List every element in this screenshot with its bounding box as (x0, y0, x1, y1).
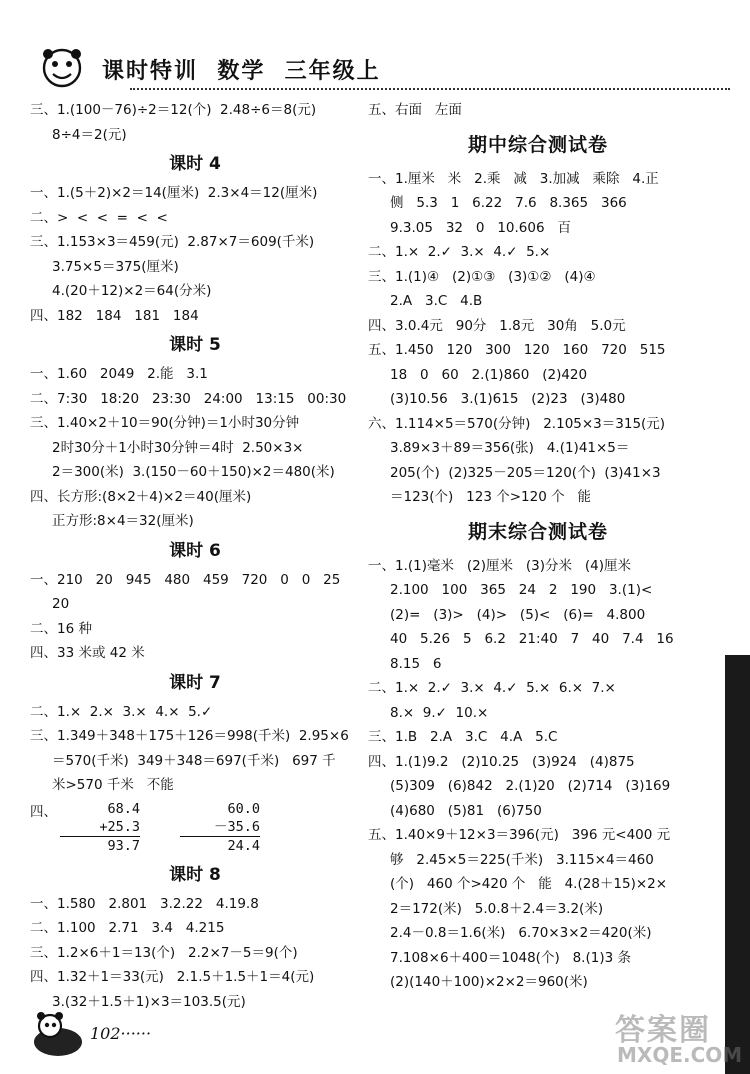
answer-line: 四、1.(1)9.2 (2)10.25 (3)924 (4)875 (368, 753, 635, 770)
answer-line: 四、1.32＋1＝33(元) 2.1.5＋1.5＋1＝4(元) (30, 969, 315, 985)
answer-line: 3.89×3＋89＝356(张) 4.(1)41×5＝ (390, 440, 630, 456)
answer-line: 五、1.40×9＋12×3＝396(元) 396 元<400 元 (368, 827, 671, 843)
answer-line: 一、1.580 2.801 3.2.22 4.19.8 (30, 895, 259, 912)
answer-line: (个) 460 个>420 个 能 4.(28＋15)×2× (390, 876, 668, 892)
page-number: 102······ (90, 1024, 152, 1043)
answer-line: 二、1.× 2.✓ 3.× 4.✓ 5.× (368, 244, 551, 260)
answer-line: 20 (52, 596, 70, 612)
answer-line: 一、1.(1)毫米 (2)厘米 (3)分米 (4)厘米 (368, 557, 631, 574)
section-heading: 课时 4 (169, 154, 221, 174)
answer-line: 2.A 3.C 4.B (390, 293, 483, 309)
answer-line: 3.(32＋1.5＋1)×3＝103.5(元) (52, 993, 246, 1010)
answer-line: 三、1.349＋348＋175＋126＝998(千米) 2.95×6 (30, 728, 349, 744)
answer-line: ＝570(千米) 349＋348＝697(千米) 697 千 (52, 752, 336, 769)
answer-line: 40 5.26 5 6.2 21:40 7 40 7.4 16 (390, 631, 674, 647)
answer-line: 三、1.40×2＋10＝90(分钟)＝1小时30分钟 (30, 415, 300, 431)
left-column (30, 98, 360, 1014)
section-heading: 课时 6 (169, 540, 221, 561)
answer-line: 2.100 100 365 24 2 190 3.(1)< (390, 582, 653, 598)
answer-line: 正方形:8×4＝32(厘米) (52, 513, 194, 529)
answer-line: 2＝300(米) 3.(150－60＋150)×2＝480(米) (52, 464, 335, 480)
answer-line: 2.4－0.8＝1.6(米) 6.70×3×2＝420(米) (390, 925, 652, 941)
answer-line: 二、1.× 2.× 3.× 4.× 5.✓ (30, 703, 213, 720)
answer-label: 四、 (30, 803, 57, 820)
answer-line: 六、1.114×5＝570(分钟) 2.105×3＝315(元) (368, 415, 666, 432)
right-column (368, 98, 708, 995)
answer-line: 205(个) (2)325－205＝120(个) (3)41×3 (390, 464, 661, 481)
vertical-sum-a (60, 800, 140, 855)
answer-line: 3.75×5＝375(厘米) (52, 258, 179, 275)
answer-line: 9.3.05 32 0 10.606 百 (390, 219, 571, 236)
answer-line: 2时30分＋1小时30分钟＝4时 2.50×3× (52, 439, 304, 456)
answer-line: 四、3.0.4元 90分 1.8元 30角 5.0元 (368, 317, 626, 334)
mascot-logo-icon (40, 46, 84, 90)
answer-line: 一、210 20 945 480 459 720 0 0 25 (30, 571, 341, 588)
answer-line: 二、1.100 2.71 3.4 4.215 (30, 920, 225, 936)
answer-line: 4.(20＋12)×2＝64(分米) (52, 283, 212, 299)
answer-line: 一、1.厘米 米 2.乘 减 3.加减 乘除 4.正 (368, 170, 659, 187)
answer-line: 三、1.B 2.A 3.C 4.A 5.C (368, 729, 558, 745)
vertical-calculation (30, 798, 360, 858)
answer-line: 四、182 184 181 184 (30, 307, 199, 324)
answer-line: 二、1.× 2.✓ 3.× 4.✓ 5.× 6.× 7.× (368, 680, 616, 696)
answer-line: 二、16 种 (30, 620, 92, 637)
answer-line: 米>570 千米 不能 (52, 777, 174, 793)
answer-line: (3)10.56 3.(1)615 (2)23 (3)480 (390, 391, 626, 407)
answer-line: 一、1.60 2049 2.能 3.1 (30, 366, 208, 382)
answer-line: 四、长方形:(8×2＋4)×2＝40(厘米) (30, 488, 252, 505)
answer-line: 三、1.(1)④ (2)①③ (3)①② (4)④ (368, 268, 596, 285)
answer-line: 一、1.(5＋2)×2＝14(厘米) 2.3×4＝12(厘米) (30, 185, 318, 201)
section-heading: 课时 5 (169, 335, 221, 355)
answer-line: 五、右面 左面 (368, 102, 462, 118)
answer-line: 18 0 60 2.(1)860 (2)420 (390, 366, 588, 383)
section-heading: 课时 8 (169, 864, 221, 885)
answer-line: 二、7:30 18:20 23:30 24:00 13:15 00:30 (30, 390, 347, 407)
section-heading: 期末综合测试卷 (467, 520, 608, 543)
section-heading: 课时 7 (169, 672, 221, 693)
calc-row-mid: －35.6 (180, 818, 260, 837)
answer-line: 8÷4＝2(元) (52, 126, 127, 143)
answer-line: 三、1.153×3＝459(元) 2.87×7＝609(千米) (30, 234, 315, 250)
answer-line: 8.× 9.✓ 10.× (390, 704, 489, 721)
calc-row-top: 60.0 (227, 800, 260, 817)
answer-line: 五、1.450 120 300 120 160 720 515 (368, 342, 666, 358)
answer-line: (2)= (3)> (4)> (5)< (6)= 4.800 (390, 606, 646, 623)
page-title: 课时特训 数学 三年级上 (102, 58, 381, 84)
answer-line: 2＝172(米) 5.0.8＋2.4＝3.2(米) (390, 900, 604, 917)
calc-row-top: 68.4 (107, 800, 140, 817)
calc-row-res: 24.4 (227, 837, 260, 854)
footer-mascot-icon (28, 1010, 88, 1060)
answer-line: 侧 5.3 1 6.22 7.6 8.365 366 (390, 195, 627, 211)
answer-line: 二、> < < = < < (30, 209, 168, 226)
answer-line: 8.15 6 (390, 655, 442, 672)
calc-row-mid: +25.3 (60, 818, 140, 837)
vertical-sum-b (180, 800, 260, 855)
page-header (30, 44, 730, 92)
answer-line: 7.108×6＋400＝1048(个) 8.(1)3 条 (390, 949, 631, 966)
section-heading: 期中综合测试卷 (467, 133, 608, 156)
answer-line: 三、1.2×6＋1＝13(个) 2.2×7－5＝9(个) (30, 944, 298, 961)
watermark (615, 1005, 750, 1071)
answer-line: 三、1.(100－76)÷2＝12(个) 2.48÷6＝8(元) (30, 102, 317, 118)
header-divider (130, 88, 730, 90)
answer-line: (5)309 (6)842 2.(1)20 (2)714 (3)169 (390, 778, 671, 794)
answer-line: (4)680 (5)81 (6)750 (390, 802, 542, 819)
answer-line: ＝123(个) 123 个>120 个 能 (390, 489, 591, 505)
page-footer (28, 1010, 228, 1060)
calc-row-res: 93.7 (107, 837, 140, 854)
watermark-url: MXQE.COM (617, 1043, 743, 1067)
answer-line: (2)(140＋100)×2×2＝960(米) (390, 974, 588, 990)
answer-line: 四、33 米或 42 米 (30, 645, 145, 661)
answer-line: 够 2.45×5＝225(千米) 3.115×4＝460 (390, 851, 654, 868)
watermark-title: 答案圈 (615, 1013, 711, 1048)
